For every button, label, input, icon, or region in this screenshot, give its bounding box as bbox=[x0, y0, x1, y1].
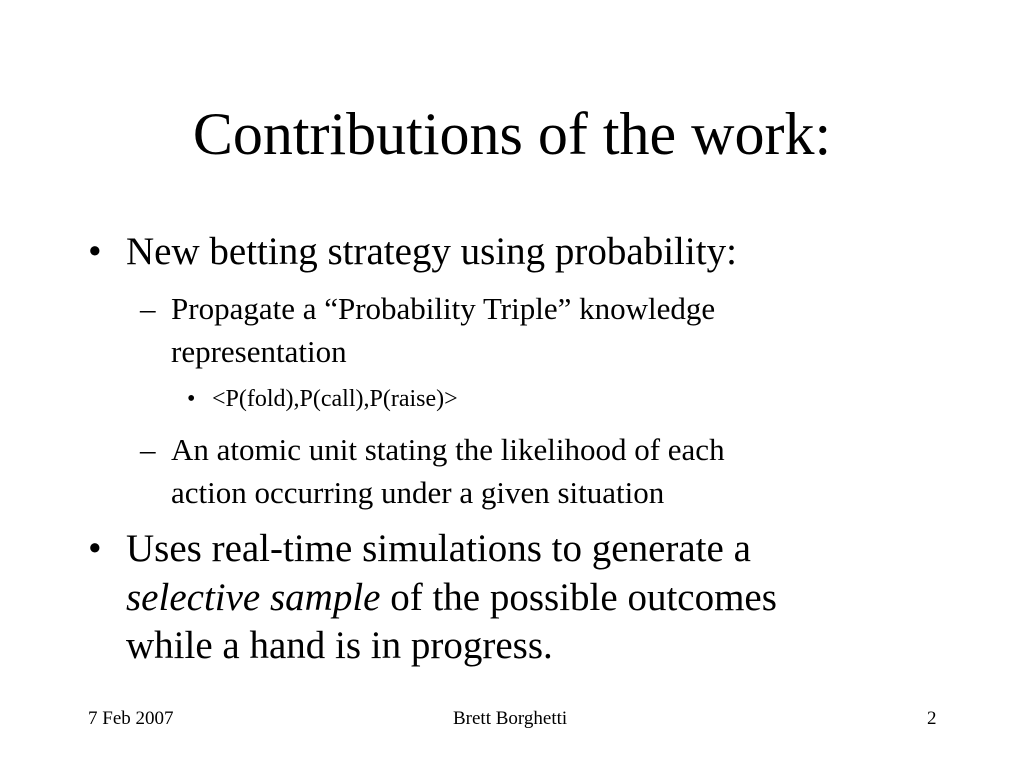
dash-marker: – bbox=[140, 432, 156, 467]
sub-item-text-line2: representation bbox=[171, 334, 347, 369]
footer-date: 7 Feb 2007 bbox=[88, 708, 174, 729]
bullet-text-line2-rest: of the possible outcomes bbox=[380, 576, 777, 619]
bullet-marker: • bbox=[88, 527, 102, 570]
bullet-marker: • bbox=[88, 230, 102, 273]
bullet-text-line3: while a hand is in progress. bbox=[126, 624, 553, 667]
dot-marker: • bbox=[187, 386, 196, 412]
emphasis-selective-sample: selective sample bbox=[126, 576, 381, 619]
sub-sub-item-text: <P(fold),P(call),P(raise)> bbox=[212, 386, 458, 412]
sub-item-text-line1: Propagate a “Probability Triple” knowledge bbox=[171, 291, 716, 326]
bullet-text: New betting strategy using probability: bbox=[126, 230, 737, 273]
bullet-text-line2 bbox=[126, 574, 777, 622]
footer-author: Brett Borghetti bbox=[453, 708, 568, 729]
sub-item-text-line2: action occurring under a given situation bbox=[171, 475, 665, 510]
bullet-text-line1: Uses real-time simulations to generate a bbox=[126, 527, 751, 570]
footer-page-number: 2 bbox=[927, 708, 937, 729]
slide-title: Contributions of the work: bbox=[192, 101, 832, 167]
sub-item-text-line1: An atomic unit stating the likelihood of each bbox=[171, 432, 725, 467]
dash-marker: – bbox=[140, 291, 156, 326]
